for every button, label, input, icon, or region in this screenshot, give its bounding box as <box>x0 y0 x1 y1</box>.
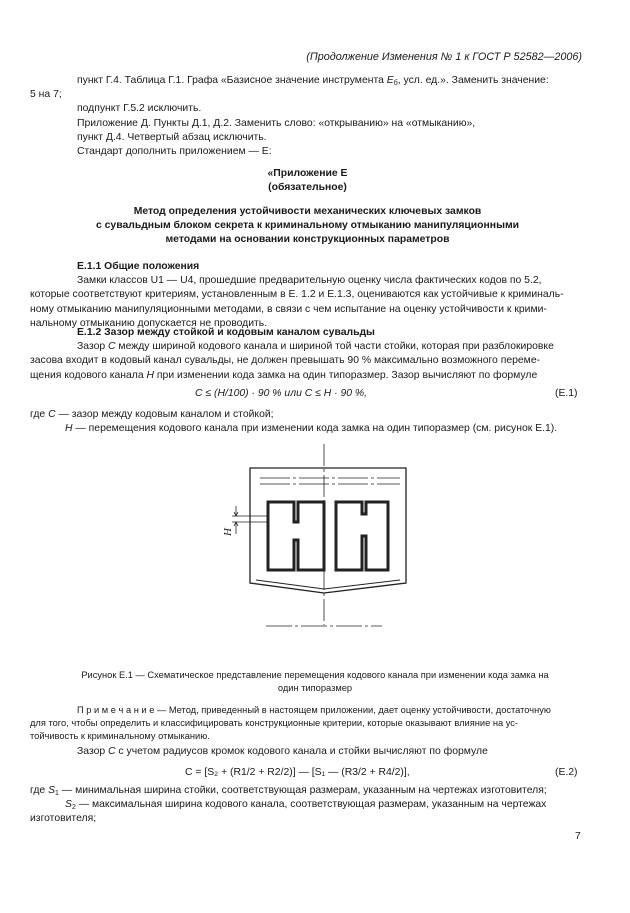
appendix-title: «Приложение Е <box>267 168 348 179</box>
intro-block <box>30 74 585 159</box>
caption-line-1: Рисунок Е.1 — Схематическое представление перемещения кодового канала при изменении кода замка на <box>81 670 549 680</box>
intro-line-2: подпункт Г.5.2 исключить. <box>77 103 202 115</box>
where-c: где C — зазор между кодовым каналом и стойкой; <box>30 409 274 420</box>
intro-line-1: пункт Г.4. Таблица Г.1. Графа «Базисное значение инструмента $E_б$, усл. ед.». Заменить значение: <box>77 75 549 87</box>
where-s2: $S_2$ — максимальная ширина кодового канала, соответствующая размерам, указанным на чертежах <box>65 799 547 812</box>
formula-e2-number: (Е.2) <box>555 767 578 778</box>
section-e12-line: засова входит в кодовый канал сувальды, не должен превышать 90 % максимально возможного переме- <box>30 355 541 367</box>
heading-line-1: Метод определения устойчивости механических ключевых замков <box>133 206 482 217</box>
formula-e1-number: (Е.1) <box>555 388 578 399</box>
section-radius <box>30 745 590 759</box>
where-s1: где $S_1$ — минимальная ширина стойки, соответствующая размерам, указанным на чертежах изготовителя; <box>30 785 547 797</box>
housing-inner-curve <box>256 580 400 589</box>
figure-e1-diagram <box>210 440 420 640</box>
housing-outline <box>250 468 406 593</box>
section-e11-title: Е.1.1 Общие положения <box>77 261 200 272</box>
appendix-title-block <box>30 167 585 195</box>
note-line-3: тойчивость к криминальному отмыканию. <box>30 731 210 741</box>
intro-line-5: Стандарт дополнить приложением — Е: <box>77 146 272 158</box>
appendix-heading <box>30 205 585 248</box>
figure-caption <box>30 669 600 695</box>
running-header: (Продолжение Изменения № 1 к ГОСТ Р 52582—2006) <box>306 51 582 63</box>
intro-line-3: Приложение Д. Пункты Д.1, Д.2. Заменить слово: «открыванию» на «отмыканию», <box>77 117 476 129</box>
note-block <box>30 704 590 743</box>
section-e11-line: ному отмыканию манипуляционными методами, в связи с чем испытание на оценку устойчивости к крими- <box>30 303 547 315</box>
formula-e1: C ≤ (H/100) · 90 % или C ≤ H · 90 %, <box>195 388 368 399</box>
note-line-2: для того, чтобы определить и классифицировать конструкционные критерии, которые оказывают влияние на ус- <box>30 718 519 728</box>
heading-line-2: с сувальдным блоком секрета к криминальному отмыканию манипуляционными <box>95 220 520 232</box>
radius-line-1: Зазор C с учетом радиусов кромок кодового канала и стойки вычисляют по формуле <box>77 746 488 757</box>
section-e12-line: Зазор C между шириной кодового канала и шириной той части стойки, которая при разблокировке <box>77 341 554 353</box>
where-h: H — перемещения кодового канала при изменении кода замка на один типоразмер (см. рисунок Е.1). <box>65 423 558 435</box>
section-e12 <box>30 326 585 383</box>
code-slot-right <box>336 502 388 570</box>
formula-e2: C = [S₂ + (R1/2 + R2/2)] — [S₁ — (R3/2 + R4/2)], <box>185 767 410 778</box>
section-e12-title: Е.1.2 Зазор между стойкой и кодовым каналом сувальды <box>77 327 375 338</box>
caption-line-2: один типоразмер <box>277 683 353 693</box>
section-e11 <box>30 260 585 331</box>
section-e11-line: которые соответствуют критериям, установленным в Е. 1.2 и Е.1.3, оцениваются как устойчивые к криминаль- <box>30 289 564 301</box>
intro-line-1b: 5 на 7; <box>30 89 62 101</box>
dimension-label-h: H <box>222 528 234 536</box>
section-e11-line: Замки классов U1 — U4, прошедшие предварительную оценку числа фактических кодов по 5.2, <box>77 275 542 287</box>
intro-line-4: пункт Д.4. Четвертый абзац исключить. <box>77 131 267 143</box>
where-s2-cont: изготовителя; <box>30 813 97 825</box>
where-block-e2 <box>30 784 600 827</box>
code-slot-left <box>268 502 324 570</box>
appendix-status: (обязательное) <box>268 182 347 194</box>
section-e11-line: нальному отмыканию допускается не проводить. <box>30 317 268 329</box>
where-block-e1 <box>30 408 590 436</box>
section-e12-line: щения кодового канала H при изменении кода замка на один типоразмер. Зазор вычисляют по формуле <box>30 369 538 381</box>
page-number: 7 <box>575 831 581 842</box>
note-line-1: П р и м е ч а н и е — Метод, приведенный в настоящем приложении, дает оценку устойчивости, достаточную <box>77 705 551 715</box>
heading-line-3: методами на основании конструкционных параметров <box>165 234 450 246</box>
